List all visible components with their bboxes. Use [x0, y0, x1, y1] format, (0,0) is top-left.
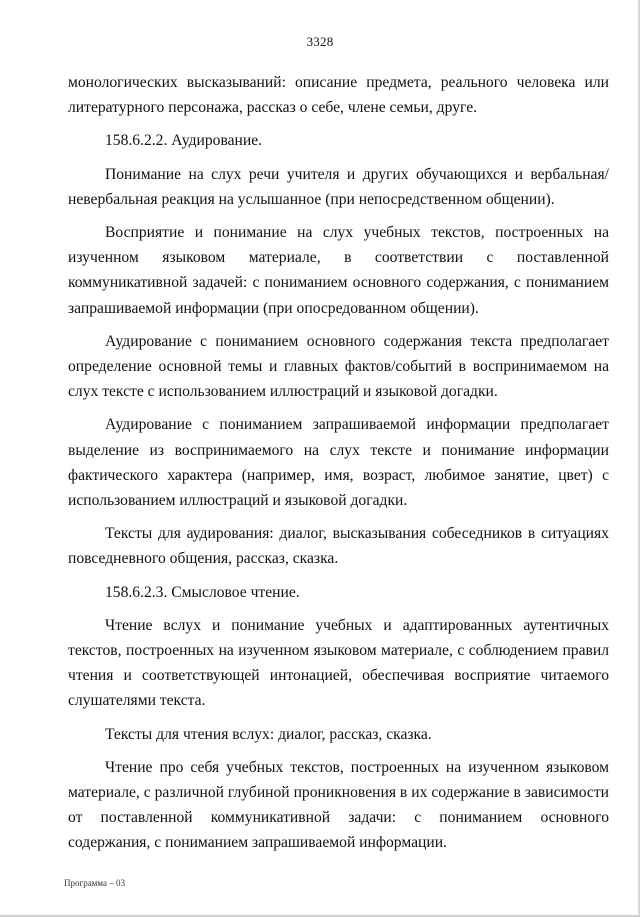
section-heading-reading: 158.6.2.3. Смысловое чтение. [105, 583, 300, 601]
page-number: 3328 [306, 34, 334, 49]
document-body [68, 70, 609, 864]
paragraph-listening-speech: Понимание на слух речи учителя и других обучающихся и вербальная/невербальная реакция на услышанное (при непосредственном общении). [68, 165, 609, 208]
paragraph-reading-aloud: Чтение вслух и понимание учебных и адаптированных аутентичных текстов, построенных на изученном языковом материале, с соблюдением правил чтения и соответствующей интонацией, обеспечивая восприятие читаемого слушателями текста. [68, 616, 609, 710]
paragraph-monologue-continuation: монологических высказываний: описание предмета, реального человека или литературного персонажа, рассказ о себе, члене семьи, друге. [68, 74, 609, 117]
paragraph-reading-aloud-texts: Тексты для чтения вслух: диалог, рассказ, сказка. [105, 725, 432, 743]
section-heading-listening: 158.6.2.2. Аудирование. [105, 132, 263, 150]
paragraph-listening-texts: Восприятие и понимание на слух учебных текстов, построенных на изученном языковом материале, в соответствии с поставленной коммуникативной задачей: с пониманием основного содержания, с пониманием запрашиваемой информации (при опосредованном общении). [68, 224, 609, 317]
paragraph-listening-text-types: Тексты для аудирования: диалог, высказывания собеседников в ситуациях повседневного общения, рассказ, сказка. [68, 525, 609, 568]
page-footer: Программа – 03 [64, 878, 126, 888]
paragraph-listening-requested-info: Аудирование с пониманием запрашиваемой информации предполагает выделение из воспринимаемого на слух тексте и понимание информации фактического характера (например, имя, возраст, любимое занятие, цвет) с использованием иллюстраций и языковой догадки. [68, 416, 609, 510]
paragraph-listening-main-content: Аудирование с пониманием основного содержания текста предполагает определение основной темы и главных фактов/событий в воспринимаемом на слух тексте с использованием иллюстраций и языковой догадки. [68, 332, 609, 401]
paragraph-silent-reading: Чтение про себя учебных текстов, построенных на изученном языковом материале, с различной глубиной проникновения в их содержание в зависимости от поставленной коммуникативной задачи: с пониманием основного содержания, с пониманием запрашиваемой информации. [68, 758, 609, 852]
